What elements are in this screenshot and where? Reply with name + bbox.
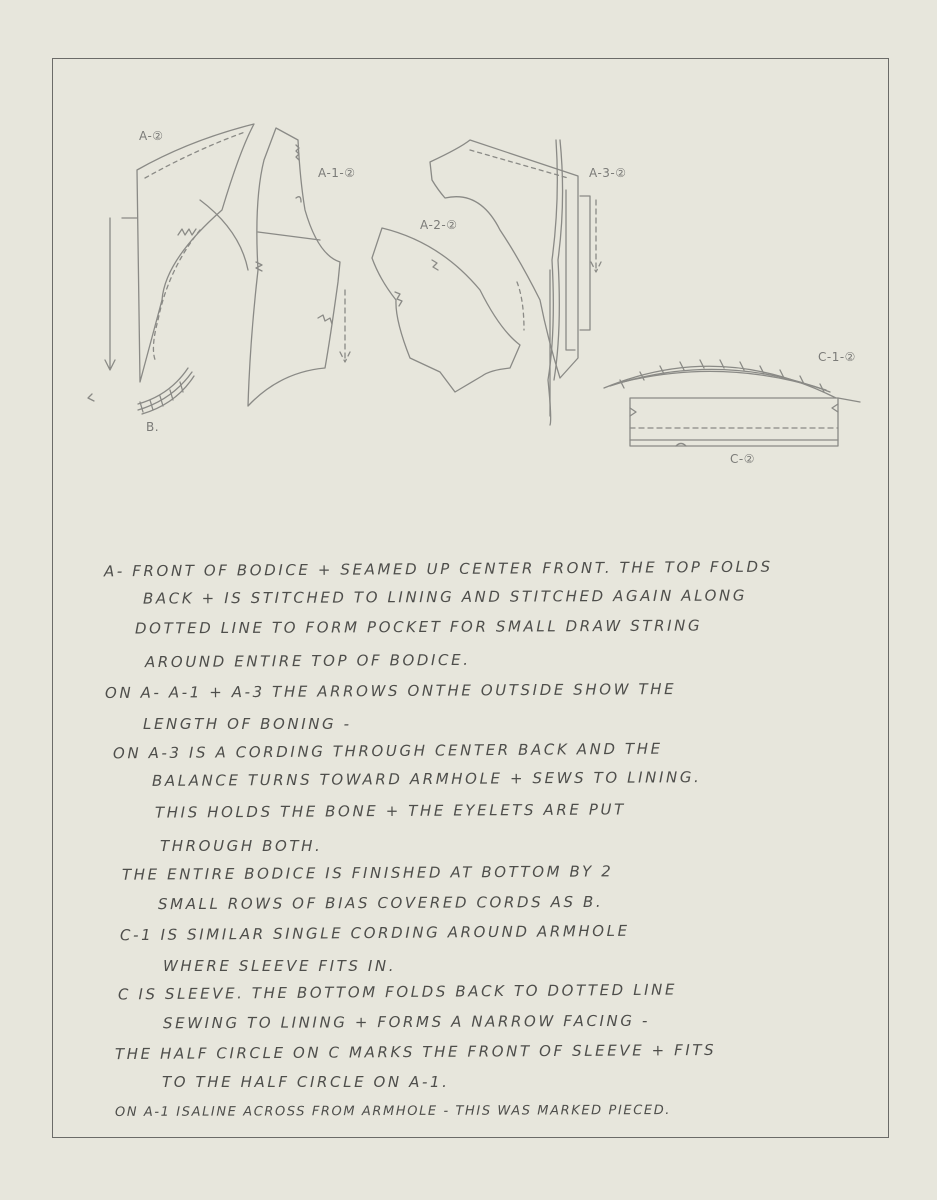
note-line: AROUND ENTIRE TOP OF BODICE. — [144, 650, 471, 672]
note-line: SMALL ROWS OF BIAS COVERED CORDS AS B. — [157, 892, 604, 914]
label-c-1: C-1-② — [818, 350, 856, 364]
note-line: BACK + IS STITCHED TO LINING AND STITCHED AGAIN ALONG — [142, 586, 748, 608]
label-a-1: A-1-② — [318, 166, 356, 180]
note-line: C IS SLEEVE. THE BOTTOM FOLDS BACK TO DOTTED LINE — [117, 980, 678, 1004]
label-a-3: A-3-② — [589, 166, 627, 180]
label-b: B. — [146, 420, 160, 434]
note-line: ON A-3 IS A CORDING THROUGH CENTER BACK AND THE — [112, 739, 663, 763]
note-line: THE HALF CIRCLE ON C MARKS THE FRONT OF SLEEVE + FITS — [114, 1040, 717, 1064]
note-line: ON A- A-1 + A-3 THE ARROWS ONTHE OUTSIDE SHOW THE — [104, 680, 677, 702]
note-line: ON A-1 ISALINE ACROSS FROM ARMHOLE - THIS WAS MARKED PIECED. — [114, 1103, 672, 1120]
note-line: SEWING TO LINING + FORMS A NARROW FACING - — [162, 1011, 651, 1033]
note-line: LENGTH OF BONING - — [143, 715, 352, 733]
note-line: BALANCE TURNS TOWARD ARMHOLE + SEWS TO LINING. — [151, 768, 702, 790]
note-line: THIS HOLDS THE BONE + THE EYELETS ARE PUT — [154, 800, 626, 822]
note-line: A- FRONT OF BODICE + SEAMED UP CENTER FRONT. THE TOP FOLDS — [103, 557, 773, 581]
label-a: A-② — [139, 129, 164, 143]
note-line: THROUGH BOTH. — [160, 837, 323, 855]
label-a-2: A-2-② — [420, 218, 458, 232]
note-line: C-1 IS SIMILAR SINGLE CORDING AROUND ARMHOLE — [119, 921, 630, 945]
note-line: DOTTED LINE TO FORM POCKET FOR SMALL DRAW STRING — [134, 616, 703, 638]
note-line: THE ENTIRE BODICE IS FINISHED AT BOTTOM BY 2 — [121, 862, 614, 884]
note-line: TO THE HALF CIRCLE ON A-1. — [162, 1073, 450, 1091]
label-c: C-② — [730, 452, 755, 466]
note-line: WHERE SLEEVE FITS IN. — [163, 957, 397, 975]
